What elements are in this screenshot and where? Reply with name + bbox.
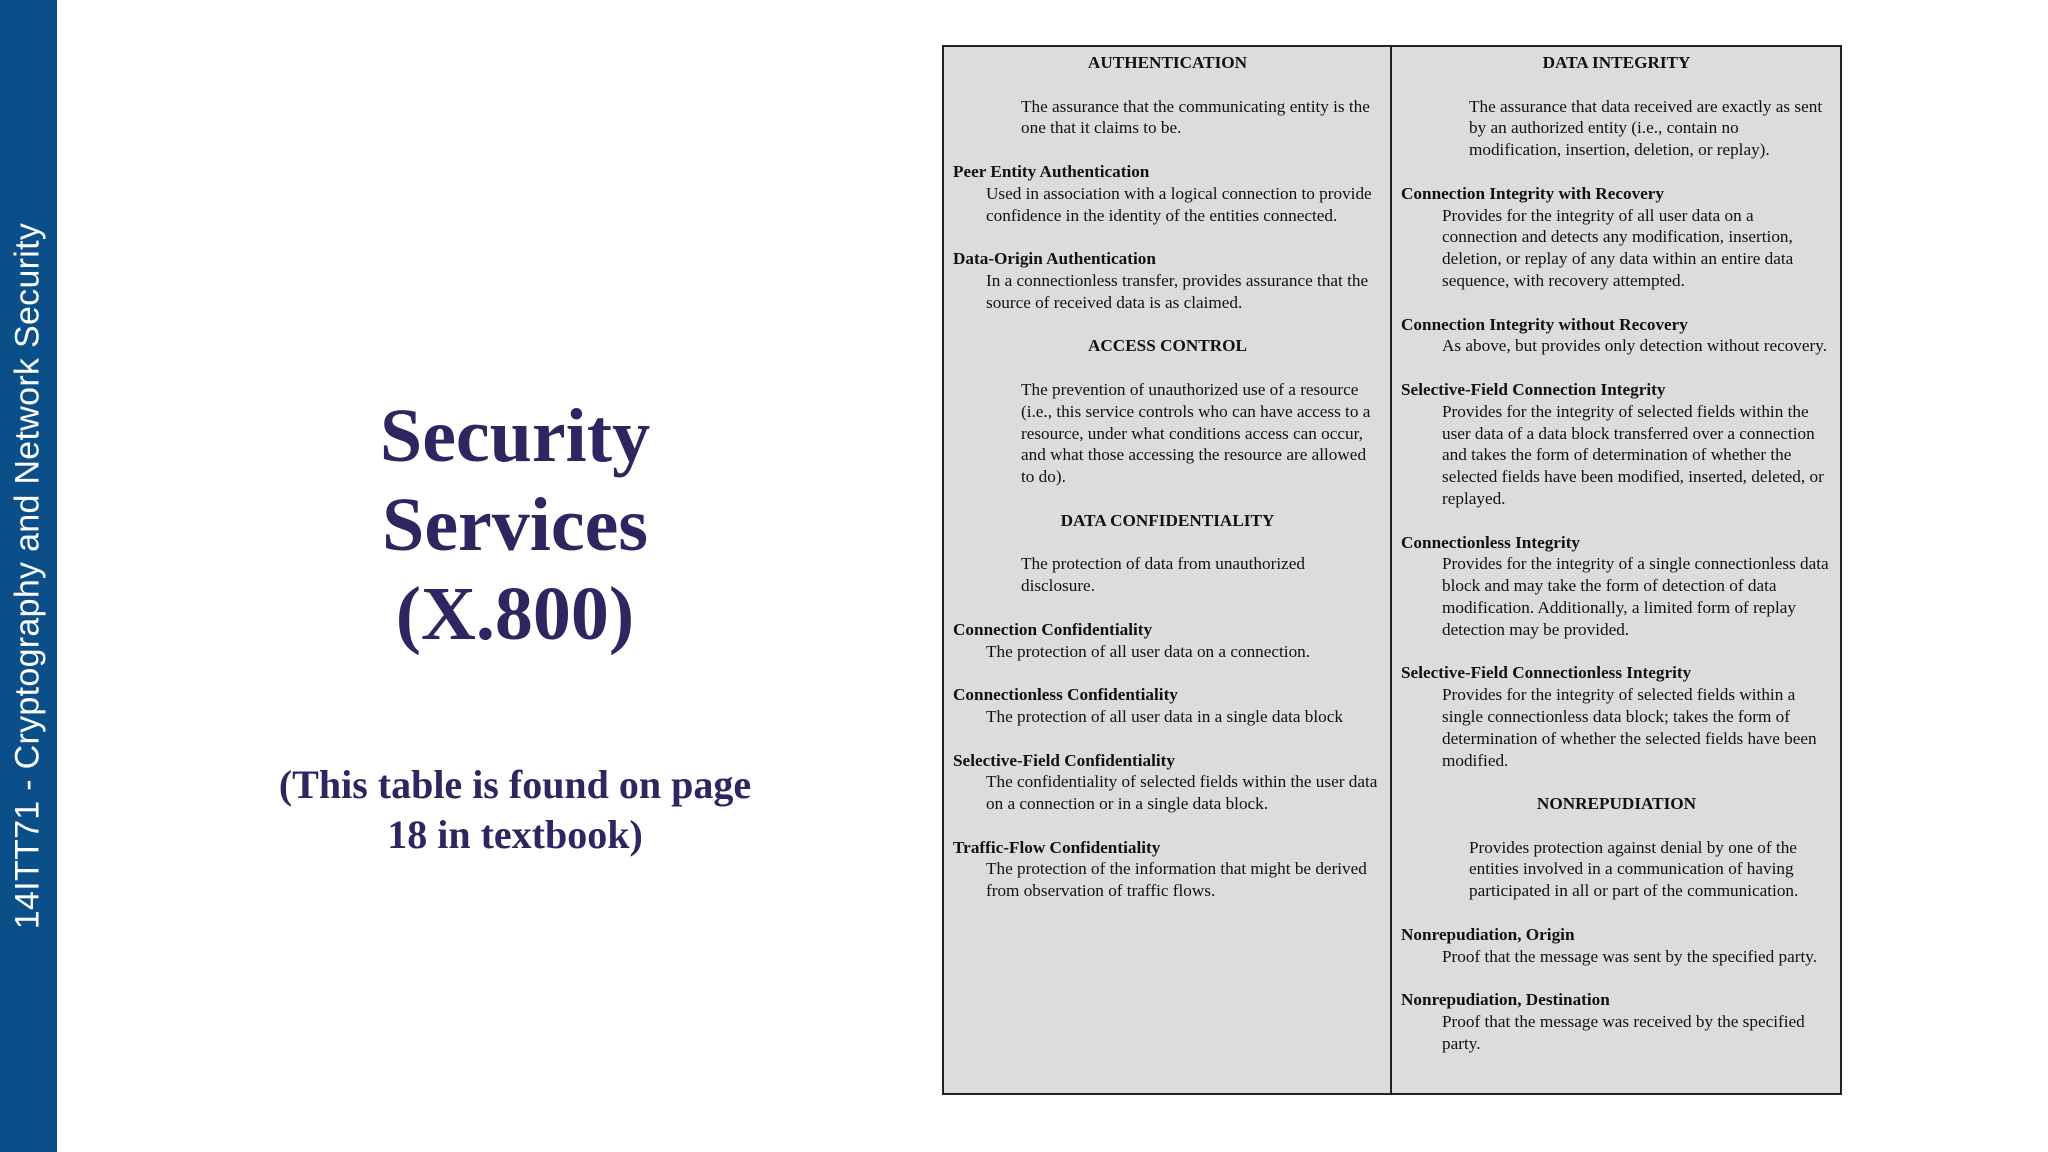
course-sidebar — [0, 0, 57, 1152]
table-column-right — [1392, 47, 1840, 1093]
service-name: Connection Integrity without Recovery — [1401, 314, 1688, 334]
service-description: Provides for the integrity of selected fields within a single connectionless data block; takes the form of determination of whether the selected fields have been modified. — [1442, 685, 1817, 770]
course-title: 14ITT71 - Cryptography and Network Security — [8, 222, 47, 930]
section-data-confidentiality — [953, 510, 1382, 902]
service-description: Provides for the integrity of all user data on a connection and detects any modification, insertion, deletion, or replay of any data within an entire data sequence, with recovery attempted. — [1442, 205, 1794, 290]
service-item — [1401, 662, 1832, 771]
section-heading: DATA CONFIDENTIALITY — [1060, 510, 1275, 530]
service-item — [1401, 532, 1832, 641]
textbook-note — [215, 760, 815, 860]
slide-title-line: Security — [379, 394, 651, 478]
textbook-note-line: (This table is found on page — [278, 762, 752, 807]
service-item — [1401, 183, 1832, 292]
service-name: Peer Entity Authentication — [953, 161, 1150, 181]
service-item — [1401, 989, 1832, 1054]
service-description: Provides for the integrity of selected fields within the user data of a data block transferred over a connection and takes the form of determination of whether the selected fields have been modified, inserted, deleted, or replayed. — [1442, 401, 1824, 508]
service-description: Proof that the message was sent by the specified party. — [1442, 946, 1817, 966]
service-description: In a connectionless transfer, provides assurance that the source of received data is as claimed. — [986, 270, 1369, 312]
service-name: Data-Origin Authentication — [953, 249, 1156, 269]
security-services-table — [942, 45, 1842, 1095]
service-item — [1401, 314, 1832, 358]
slide-title — [250, 392, 780, 659]
slide-title-line: (X.800) — [395, 572, 635, 656]
service-name: Connection Integrity with Recovery — [1401, 183, 1665, 203]
service-name: Selective-Field Connectionless Integrity — [1401, 663, 1692, 683]
service-name: Connection Confidentiality — [953, 619, 1153, 639]
section-nonrepudiation — [1401, 793, 1832, 1055]
service-description: The confidentiality of selected fields within the user data on a connection or in a single data block. — [986, 772, 1378, 814]
service-item — [1401, 379, 1832, 510]
section-definition: Provides protection against denial by one of the entities involved in a communication of having participated in all or part of the communication. — [1469, 837, 1799, 901]
section-authentication — [953, 52, 1382, 314]
service-name: Traffic-Flow Confidentiality — [953, 837, 1161, 857]
section-definition: The prevention of unauthorized use of a resource (i.e., this service controls who can have access to a resource, under what conditions access can occur, and what those accessing the resource are allowed to do). — [1021, 379, 1371, 487]
service-description: As above, but provides only detection without recovery. — [1442, 336, 1828, 356]
service-description: The protection of all user data in a single data block — [986, 706, 1343, 726]
service-name: Selective-Field Connection Integrity — [1401, 379, 1666, 399]
textbook-note-line: 18 in textbook) — [387, 812, 643, 857]
service-description: Proof that the message was received by the specified party. — [1442, 1012, 1805, 1053]
section-definition: The protection of data from unauthorized disclosure. — [1021, 554, 1305, 596]
service-description: Provides for the integrity of a single connectionless data block and may take the form of detection of data modification. Additionally, a limited form of replay detection may be provided. — [1442, 554, 1829, 639]
slide-title-line: Services — [382, 483, 648, 567]
service-item — [953, 750, 1382, 815]
section-heading: ACCESS CONTROL — [1087, 336, 1248, 356]
service-name: Nonrepudiation, Destination — [1401, 990, 1610, 1010]
table-column-left — [944, 47, 1392, 1093]
service-item — [953, 161, 1382, 226]
section-data-integrity — [1401, 52, 1832, 771]
service-description: The protection of the information that might be derived from observation of traffic flows. — [986, 859, 1367, 901]
section-definition: The assurance that data received are exactly as sent by an authorized entity (i.e., contain no modification, insertion, deletion, or replay). — [1469, 96, 1823, 160]
service-name: Connectionless Confidentiality — [953, 685, 1178, 705]
section-heading: AUTHENTICATION — [1087, 53, 1248, 72]
section-heading: DATA INTEGRITY — [1542, 53, 1691, 72]
service-description: Used in association with a logical connection to provide confidence in the identity of the entities connected. — [986, 183, 1372, 225]
service-item — [953, 837, 1382, 902]
section-access-control — [953, 335, 1382, 488]
service-item — [953, 619, 1382, 663]
service-item — [953, 684, 1382, 728]
service-name: Connectionless Integrity — [1401, 532, 1581, 552]
section-definition: The assurance that the communicating entity is the one that it claims to be. — [1021, 96, 1370, 138]
section-heading: NONREPUDIATION — [1536, 794, 1697, 814]
service-item — [953, 248, 1382, 313]
service-item — [1401, 924, 1832, 968]
service-description: The protection of all user data on a connection. — [986, 641, 1311, 661]
service-name: Selective-Field Confidentiality — [953, 750, 1175, 770]
service-name: Nonrepudiation, Origin — [1401, 924, 1575, 944]
